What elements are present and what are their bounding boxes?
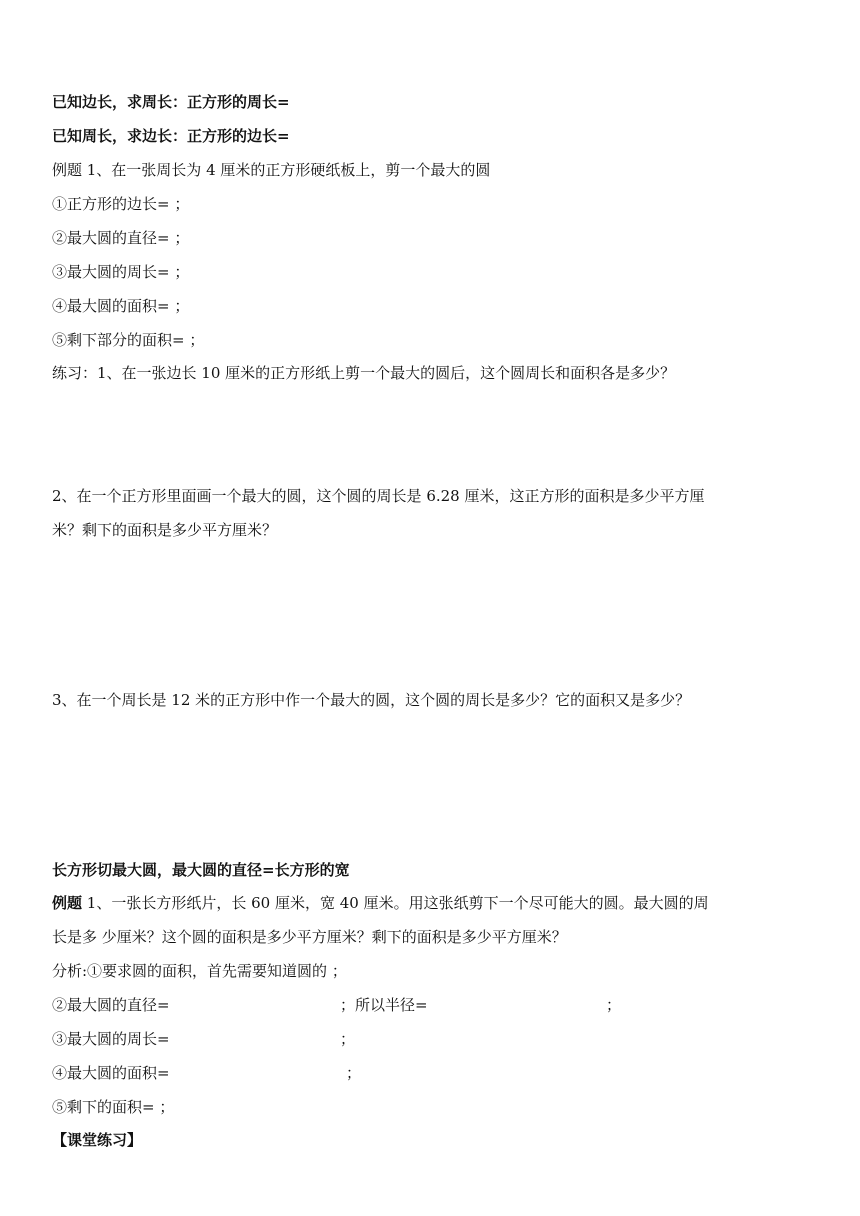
example-rect-line-1	[52, 893, 709, 913]
practice-2-line-1: 2、在一个正方形里面画一个最大的圆，这个圆的周长是 6.28 厘米，这正方形的面积是多少平方厘	[52, 487, 705, 505]
example-rect-line-2: 长是多 少厘米？这个圆的面积是多少平方厘米？剩下的面积是多少平方厘米？	[52, 928, 567, 946]
heading-square-side: 已知周长，求边长：正方形的边长=	[52, 127, 290, 145]
practice-3: 3、在一个周长是 12 米的正方形中作一个最大的圆，这个圆的周长是多少？它的面积又是多少？	[52, 691, 691, 709]
example-square: 例题 1、在一张周长为 4 厘米的正方形硬纸板上，剪一个最大的圆	[52, 161, 491, 179]
heading-rect-circle: 长方形切最大圆，最大圆的直径=长方形的宽	[52, 861, 350, 879]
heading-square-perimeter: 已知边长，求周长：正方形的周长=	[52, 93, 290, 111]
rect-step-4-end: ；	[346, 1064, 362, 1082]
example-label: 例题	[52, 894, 83, 912]
rect-step-2-end: ；	[606, 996, 622, 1014]
section-classroom-practice: 【课堂练习】	[52, 1131, 143, 1149]
practice-2-line-2: 米？剩下的面积是多少平方厘米？	[52, 521, 278, 539]
rect-step-4-label: ④最大圆的面积=	[52, 1064, 170, 1082]
rect-step-3-label: ③最大圆的周长=	[52, 1030, 170, 1048]
analysis: 分析:①要求圆的面积，首先需要知道圆的 ；	[52, 962, 347, 980]
step-3: ③最大圆的周长= ；	[52, 263, 190, 281]
rect-step-5: ⑤剩下的面积= ；	[52, 1098, 175, 1116]
practice-1: 练习：1、在一张边长 10 厘米的正方形纸上剪一个最大的圆后，这个圆周长和面积各是多少？	[52, 364, 676, 382]
step-4: ④最大圆的面积= ；	[52, 297, 190, 315]
example-rect-text: 1、一张长方形纸片，长 60 厘米，宽 40 厘米。用这张纸剪下一个尽可能大的圆。最大圆的周	[82, 894, 709, 912]
rect-step-3-end: ；	[340, 1030, 356, 1048]
step-1: ①正方形的边长= ；	[52, 195, 190, 213]
rect-step-2-label: ②最大圆的直径=	[52, 996, 170, 1014]
rect-step-2-mid: ；所以半径=	[340, 996, 428, 1014]
step-5: ⑤剩下部分的面积= ；	[52, 331, 205, 349]
step-2: ②最大圆的直径= ；	[52, 229, 190, 247]
